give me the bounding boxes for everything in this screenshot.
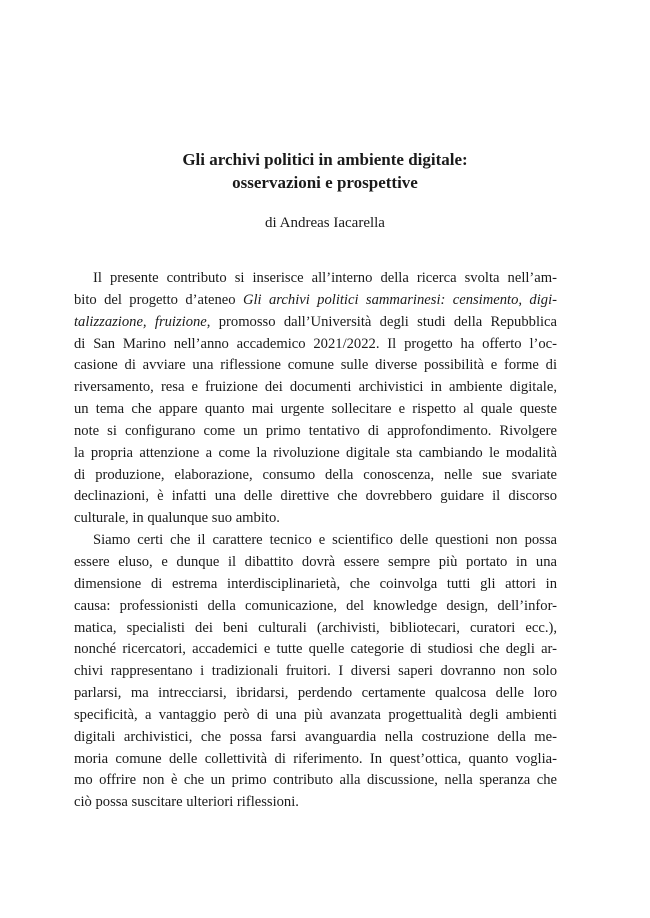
paragraph-line: la propria attenzione a come la rivoluzione digitale sta cambiando le modalità [74, 444, 557, 461]
paragraph-line: Il presente contributo si inserisce all’interno della ricerca svolta nell’am- [93, 270, 557, 286]
paragraph-line: dimensione di estrema interdisciplinarietà, che coinvolga tutti gli attori in [74, 575, 557, 592]
paragraph-line: digitali archivistici, che possa farsi avanguardia nella costruzione della me- [74, 728, 557, 745]
article-title-line-2: osservazioni e prospettive [232, 173, 418, 192]
paragraph-text: bito del progetto d’ateneo [74, 291, 243, 308]
paragraph-line: di San Marino nell’anno accademico 2021/2022. Il progetto ha offerto l’oc- [74, 335, 557, 352]
article-title [0, 148, 650, 194]
project-title-italic: talizzazione, fruizione [74, 313, 207, 330]
paragraph-line: di produzione, elaborazione, consumo della conoscenza, nelle sue svariate [74, 466, 557, 483]
paragraph-line: specificità, a vantaggio però di una più avanzata progettualità degli ambienti [74, 706, 557, 723]
paragraph-line: declinazioni, è infatti una delle direttive che dovrebbero guidare il discorso [74, 488, 557, 505]
paragraph-line: chivi rappresentano i tradizionali fruitori. I diversi saperi dovranno non solo [74, 663, 557, 680]
paragraph-line: moria comune delle collettività di riferimento. In quest’ottica, quanto voglia- [74, 750, 557, 767]
paragraph-line: un tema che appare quanto mai urgente sollecitare e rispetto al quale queste [74, 401, 557, 418]
paragraph-line: Siamo certi che il carattere tecnico e scientifico delle questioni non possa [93, 532, 557, 549]
paragraph-line: culturale, in qualunque suo ambito. [74, 510, 280, 527]
paragraph-line: note si configurano come un primo tentativo di approfondimento. Rivolgere [74, 422, 557, 439]
project-title-italic: Gli archivi politici sammarinesi: censimento, digi- [242, 291, 557, 308]
paragraph-line: parlarsi, ma intrecciarsi, ibridarsi, perdendo certamente qualcosa delle loro [74, 685, 557, 702]
paragraph-text: , promosso dall’Università degli studi della Repubblica [206, 313, 558, 330]
paragraph-1 [74, 268, 557, 530]
paragraph-2 [74, 530, 557, 814]
paragraph-line: mo offrire non è che un primo contributo alla discussione, nella speranza che [74, 772, 557, 789]
article-title-line-1: Gli archivi politici in ambiente digitale: [182, 150, 468, 169]
paragraph-line [74, 312, 557, 334]
paragraph-line [74, 290, 557, 312]
paragraph-line: nonché ricercatori, accademici e tutte quelle categorie di studiosi che degli ar- [74, 641, 557, 658]
paragraph-line: causa: professionisti della comunicazione, del knowledge design, dell’infor- [74, 597, 557, 614]
paragraph-line: essere eluso, e dunque il dibattito dovrà essere sempre più portato in una [74, 553, 557, 570]
paragraph-line: ciò possa suscitare ulteriori riflessioni. [74, 794, 299, 811]
paragraph-line: matica, specialisti dei beni culturali (archivisti, bibliotecari, curatori ecc.), [74, 619, 557, 636]
article-author: di Andreas Iacarella [265, 215, 385, 231]
article-body [74, 268, 557, 814]
paragraph-line: casione di avviare una riflessione comune sulle diverse possibilità e forme di [74, 357, 557, 374]
paragraph-line: riversamento, resa e fruizione dei documenti archivistici in ambiente digitale, [74, 379, 557, 396]
